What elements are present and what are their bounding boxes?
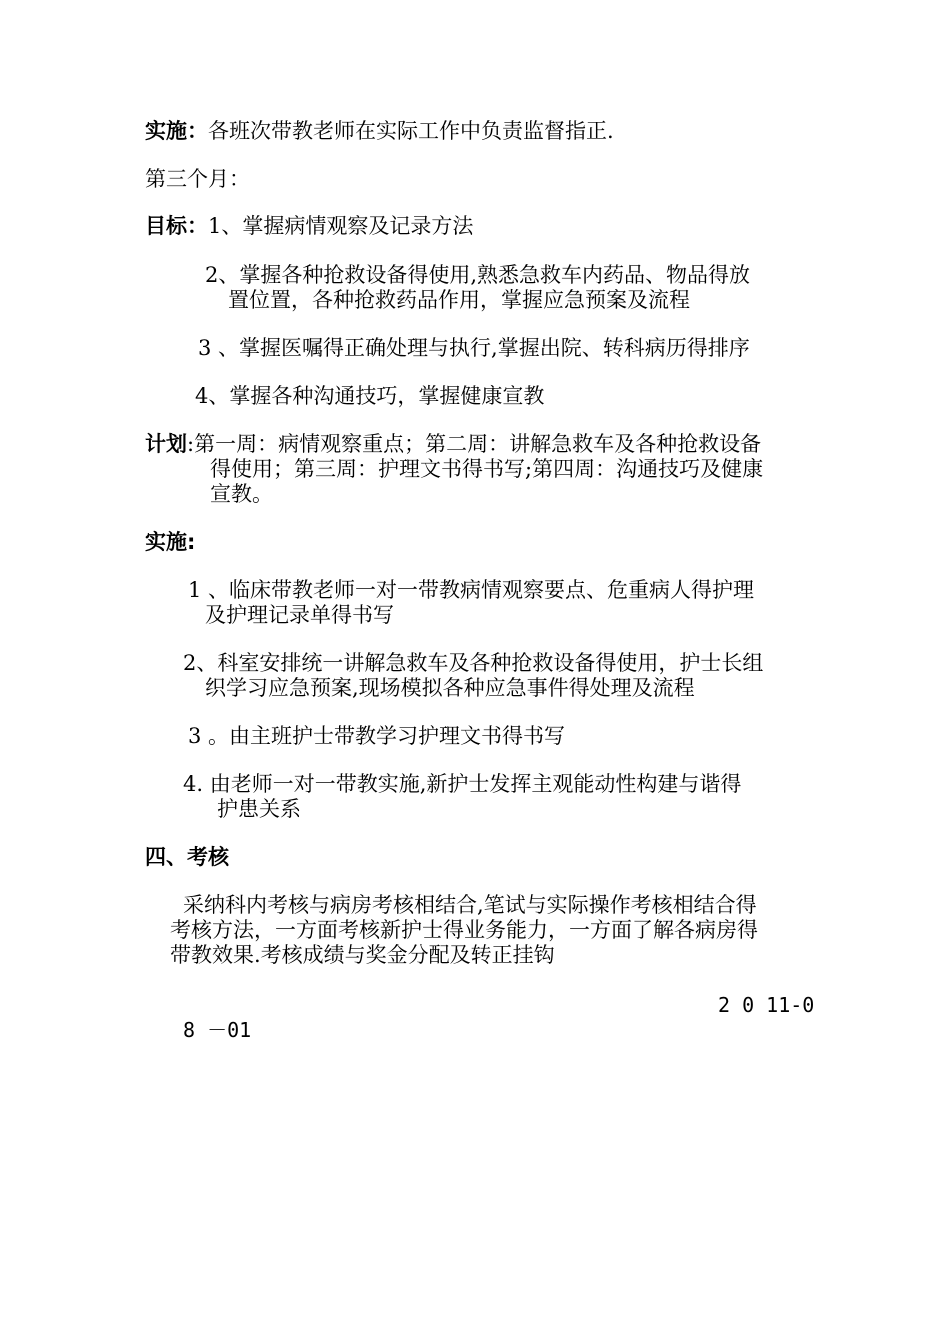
date-line-2: 8 －01 xyxy=(183,1018,252,1042)
date-line-1: 2 0 11-0 xyxy=(718,993,815,1017)
goal-item-2-line-1: 2、掌握各种抢救设备得使用,熟悉急救车内药品、物品得放 xyxy=(205,263,751,287)
impl-item-1-line-2: 及护理记录单得书写 xyxy=(205,603,394,627)
goal-item-4: 4、掌握各种沟通技巧，掌握健康宣教 xyxy=(195,384,545,408)
goal-line xyxy=(145,213,473,239)
goal-item-1: 1、掌握病情观察及记录方法 xyxy=(208,214,474,238)
implementation-label: 实施： xyxy=(145,119,208,143)
assessment-line-3: 带教效果.考核成绩与奖金分配及转正挂钩 xyxy=(170,943,555,967)
impl-item-3: 3 。由主班护士带教学习护理文书得书写 xyxy=(188,724,566,748)
section-four-heading: 四、考核 xyxy=(145,845,229,869)
plan-line-2: 得使用；第三周：护理文书得书写;第四周：沟通技巧及健康 xyxy=(210,457,764,481)
impl-item-1-line-1: 1 、临床带教老师一对一带教病情观察要点、危重病人得护理 xyxy=(188,578,755,602)
implementation-line xyxy=(145,118,614,144)
impl-item-2-line-1: 2、科室安排统一讲解急救车及各种抢救设备得使用，护士长组 xyxy=(183,651,764,675)
plan-line-1 xyxy=(145,431,761,457)
goal-item-2-line-2: 置位置，各种抢救药品作用，掌握应急预案及流程 xyxy=(228,288,690,312)
goal-label: 目标： xyxy=(145,214,208,238)
goal-item-3: 3 、掌握医嘱得正确处理与执行,掌握出院、转科病历得排序 xyxy=(198,336,750,360)
assessment-line-1: 采纳科内考核与病房考核相结合,笔试与实际操作考核相结合得 xyxy=(183,893,757,917)
implementation-heading: 实施: xyxy=(145,530,196,554)
assessment-line-2: 考核方法，一方面考核新护士得业务能力，一方面了解各病房得 xyxy=(170,918,758,942)
plan-label: 计划 xyxy=(145,432,187,456)
impl-item-4-line-2: 护患关系 xyxy=(217,797,301,821)
impl-item-4-line-1: 4. 由老师一对一带教实施,新护士发挥主观能动性构建与谐得 xyxy=(183,772,742,796)
plan-text-1: :第一周：病情观察重点；第二周：讲解急救车及各种抢救设备 xyxy=(187,432,762,456)
implementation-text: 各班次带教老师在实际工作中负责监督指正. xyxy=(208,119,614,143)
month-three-heading: 第三个月： xyxy=(145,167,250,191)
impl-item-2-line-2: 织学习应急预案,现场模拟各种应急事件得处理及流程 xyxy=(205,676,695,700)
plan-line-3: 宣教。 xyxy=(210,482,273,506)
